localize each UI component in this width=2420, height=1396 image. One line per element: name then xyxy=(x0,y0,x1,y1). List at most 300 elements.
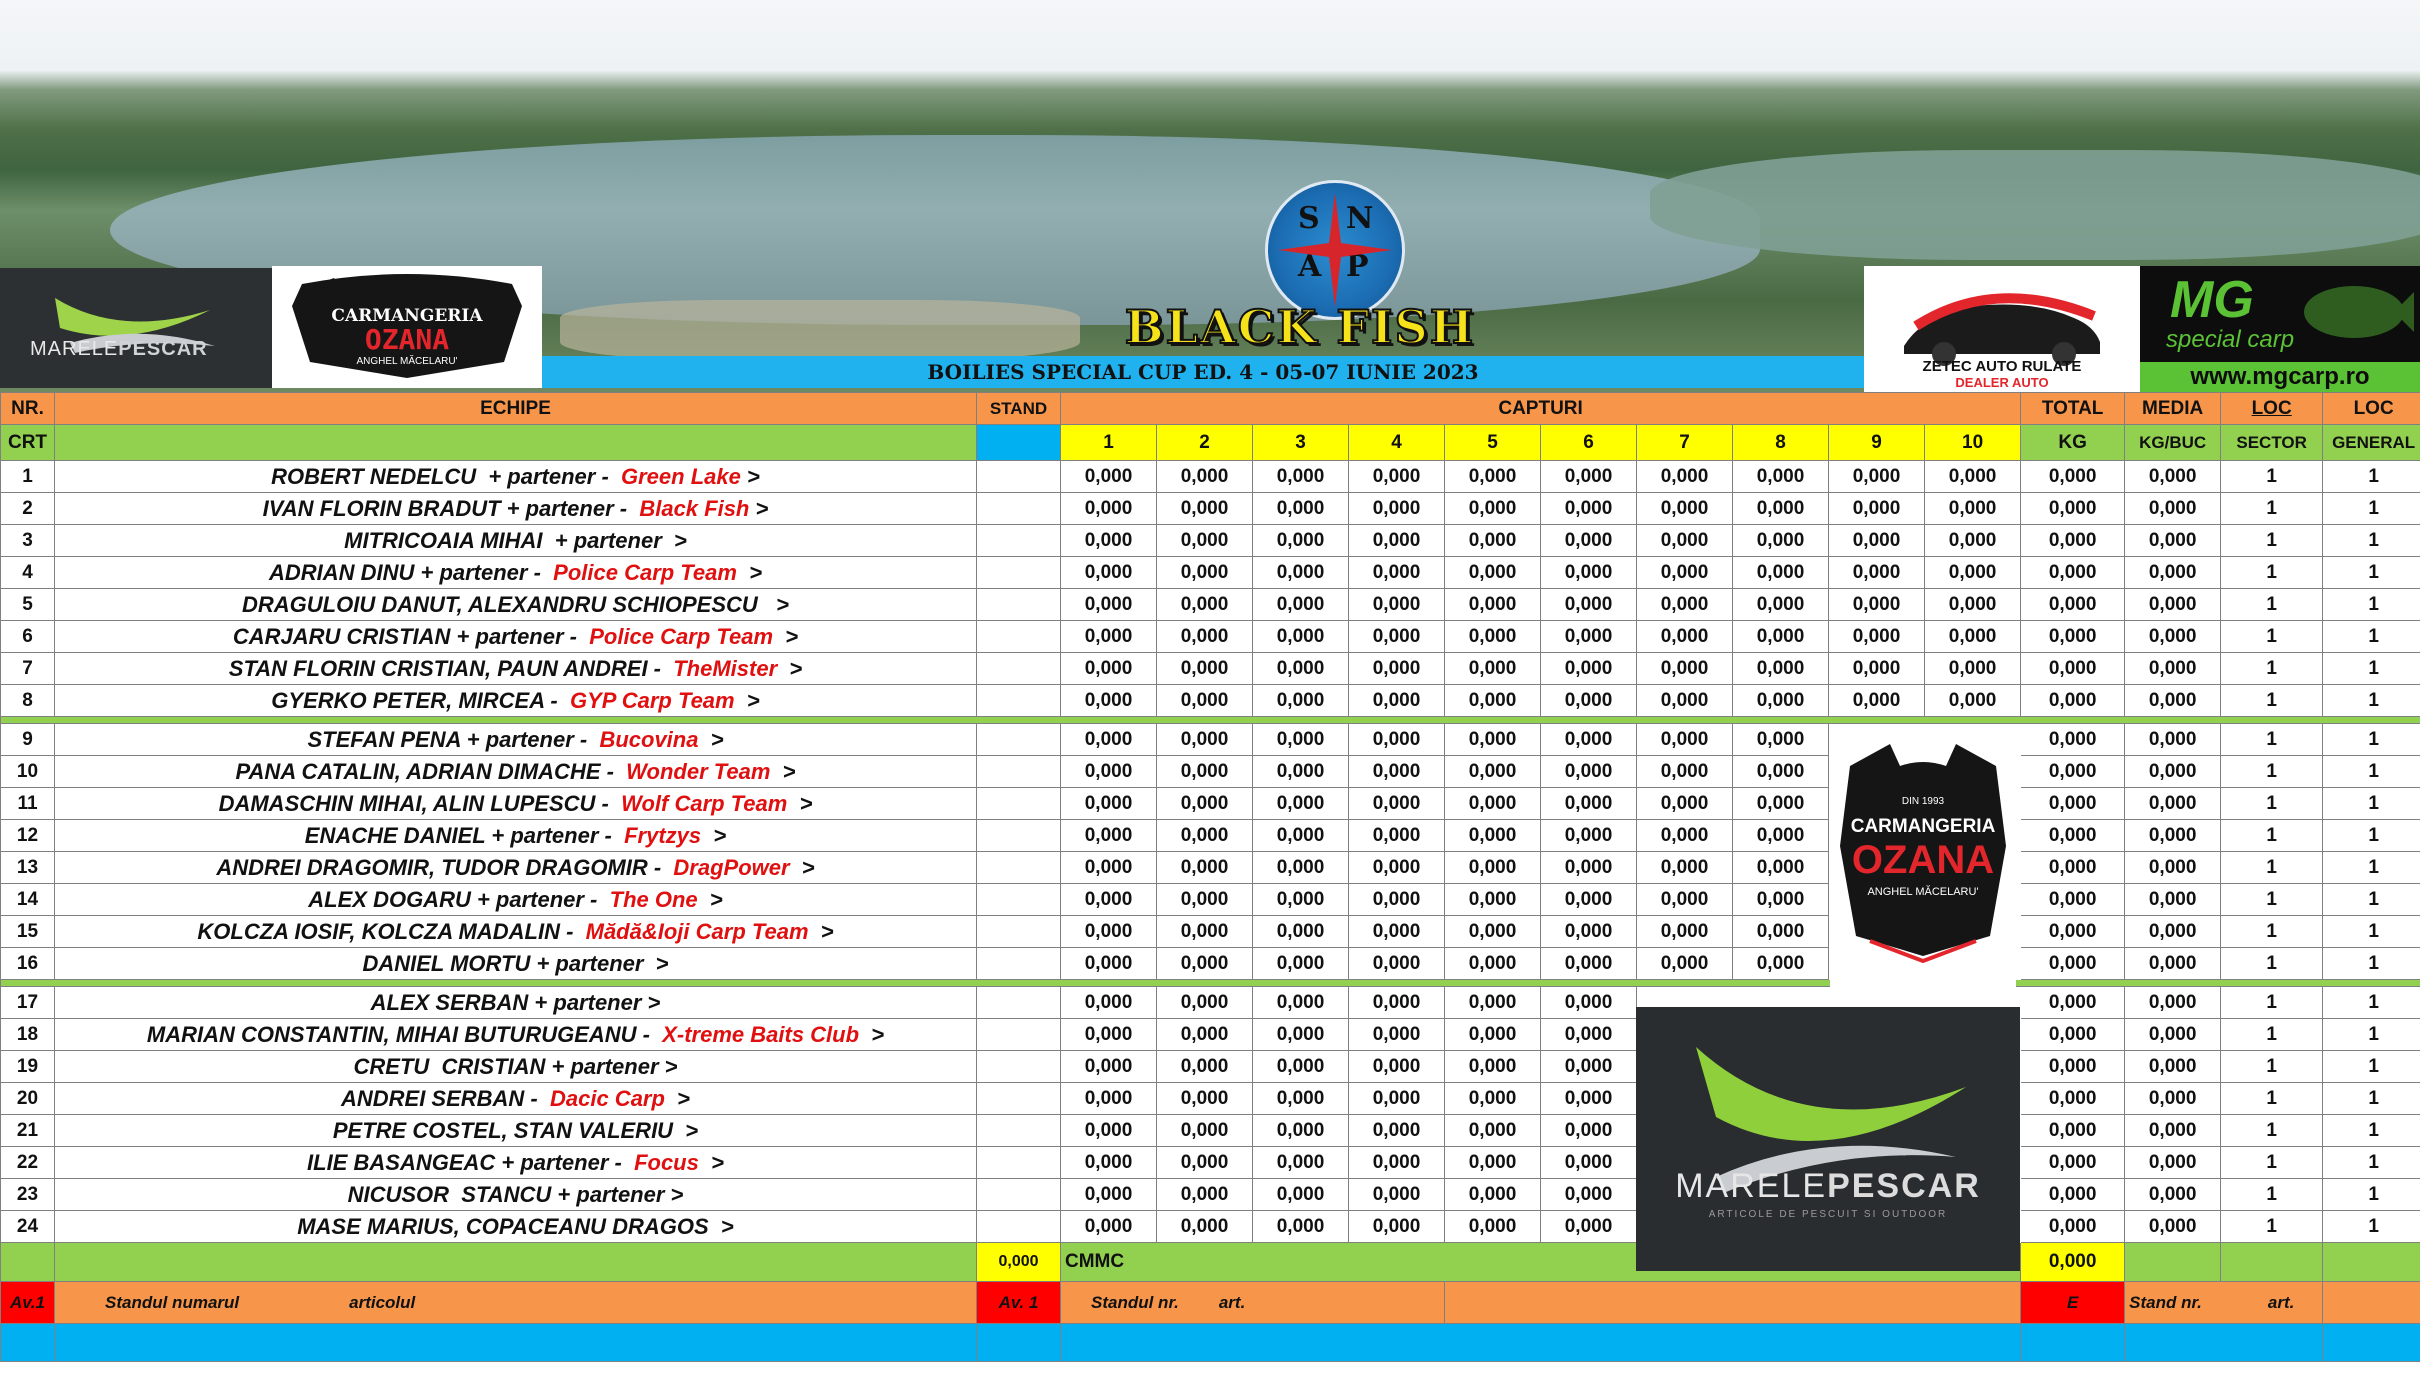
table-logo-pescar: PESCAR xyxy=(1827,1167,1981,1205)
catch-cell: 0,000 xyxy=(1541,852,1637,884)
loc-general-cell: 1 xyxy=(2323,948,2420,980)
catch-cell: 0,000 xyxy=(1445,653,1541,685)
catch-cell: 0,000 xyxy=(1157,1051,1253,1083)
catch-cell: 0,000 xyxy=(1637,461,1733,493)
catch-cell: 0,000 xyxy=(1733,724,1829,756)
catch-cell: 0,000 xyxy=(1157,461,1253,493)
media-cell: 0,000 xyxy=(2125,1051,2221,1083)
catch-cell: 0,000 xyxy=(1829,525,1925,557)
footer-cell-blank xyxy=(2021,1324,2125,1362)
col-kgbuc: KG/BUC xyxy=(2125,425,2221,461)
team-cell xyxy=(55,653,977,685)
catch-cell: 0,000 xyxy=(1253,1019,1349,1051)
carmangeria-ozana-logo xyxy=(272,266,542,388)
catch-cell: 0,000 xyxy=(1349,756,1445,788)
stand-cell xyxy=(977,948,1061,980)
standul-nr-text xyxy=(1061,1282,1445,1324)
stand-cell xyxy=(977,1019,1061,1051)
loc-sector-cell: 1 xyxy=(2221,685,2323,717)
row-nr: 23 xyxy=(1,1179,55,1211)
stand-cell xyxy=(977,685,1061,717)
col-catch-7: 7 xyxy=(1637,425,1733,461)
team-cell xyxy=(55,685,977,717)
catch-cell: 0,000 xyxy=(1445,493,1541,525)
catch-cell: 0,000 xyxy=(1061,1083,1157,1115)
row-nr: 7 xyxy=(1,653,55,685)
separator-cell xyxy=(1,717,2420,724)
row-nr: 8 xyxy=(1,685,55,717)
team-members: MITRICOAIA MIHAI + partener > xyxy=(344,527,687,553)
catch-cell: 0,000 xyxy=(1445,1051,1541,1083)
row-nr: 19 xyxy=(1,1051,55,1083)
media-cell: 0,000 xyxy=(2125,756,2221,788)
catch-cell: 0,000 xyxy=(1925,589,2021,621)
art-2: art. xyxy=(2267,1292,2295,1312)
loc-general-cell: 1 xyxy=(2323,493,2420,525)
footer-cell-blank xyxy=(2125,1243,2221,1282)
catch-cell: 0,000 xyxy=(1541,557,1637,589)
footer-cell-blank xyxy=(1,1324,55,1362)
snap-compass-logo xyxy=(1265,180,1405,320)
catch-cell: 0,000 xyxy=(1925,461,2021,493)
catch-cell: 0,000 xyxy=(1637,653,1733,685)
stand-nr: Stand nr. xyxy=(2129,1292,2202,1312)
catch-cell: 0,000 xyxy=(1061,1147,1157,1179)
loc-sector-cell: 1 xyxy=(2221,1115,2323,1147)
loc-sector-cell: 1 xyxy=(2221,788,2323,820)
team-cell xyxy=(55,756,977,788)
media-cell: 0,000 xyxy=(2125,852,2221,884)
col-stand: STAND xyxy=(977,393,1061,425)
catch-cell: 0,000 xyxy=(1253,1115,1349,1147)
catch-cell: 0,000 xyxy=(1253,788,1349,820)
loc-sector-cell: 1 xyxy=(2221,589,2323,621)
catch-cell: 0,000 xyxy=(1541,589,1637,621)
row-nr: 1 xyxy=(1,461,55,493)
total-kg-cell: 0,000 xyxy=(2021,948,2125,980)
catch-cell: 0,000 xyxy=(1829,557,1925,589)
marelepescar-logo-mark xyxy=(0,268,272,388)
team-cell xyxy=(55,724,977,756)
catch-cell: 0,000 xyxy=(1445,461,1541,493)
catch-cell: 0,000 xyxy=(1349,852,1445,884)
catch-cell: 0,000 xyxy=(1445,1179,1541,1211)
catch-cell: 0,000 xyxy=(1541,987,1637,1019)
catch-cell: 0,000 xyxy=(1541,1019,1637,1051)
loc-general-cell: 1 xyxy=(2323,788,2420,820)
catch-cell: 0,000 xyxy=(1637,788,1733,820)
standul-nr: Standul nr. xyxy=(1091,1292,1179,1312)
catch-cell: 0,000 xyxy=(1445,852,1541,884)
team-members: STEFAN PENA + partener - xyxy=(307,726,600,752)
catch-cell: 0,000 xyxy=(1157,788,1253,820)
catch-cell: 0,000 xyxy=(1541,653,1637,685)
team-arrow: > xyxy=(740,463,760,489)
loc-sector-cell: 1 xyxy=(2221,1051,2323,1083)
footer-cell-blank xyxy=(1445,1282,2021,1324)
zetec-auto-logo xyxy=(1864,266,2140,392)
catch-cell: 0,000 xyxy=(1349,948,1445,980)
ozana-since: DIN 1993 xyxy=(1901,796,1945,807)
row-nr: 12 xyxy=(1,820,55,852)
catch-cell: 0,000 xyxy=(1637,916,1733,948)
team-arrow: > xyxy=(701,822,727,848)
table-row xyxy=(1,685,2420,717)
media-cell: 0,000 xyxy=(2125,1147,2221,1179)
total-kg-cell: 0,000 xyxy=(2021,653,2125,685)
catch-cell: 0,000 xyxy=(1541,1147,1637,1179)
team-cell xyxy=(55,557,977,589)
catch-cell: 0,000 xyxy=(1541,461,1637,493)
catch-cell: 0,000 xyxy=(1349,493,1445,525)
catch-cell: 0,000 xyxy=(1061,461,1157,493)
col-loc-sector: LOC xyxy=(2221,393,2323,425)
stand-cell xyxy=(977,820,1061,852)
catch-cell: 0,000 xyxy=(1637,724,1733,756)
catch-cell: 0,000 xyxy=(1061,589,1157,621)
catch-cell: 0,000 xyxy=(1733,621,1829,653)
team-name: Focus xyxy=(634,1149,699,1175)
media-cell: 0,000 xyxy=(2125,493,2221,525)
mg-logo-sub: special carp xyxy=(2166,326,2295,353)
av1-left: Av.1 xyxy=(1,1282,55,1324)
total-kg-cell: 0,000 xyxy=(2021,820,2125,852)
team-name: DragPower xyxy=(673,854,790,880)
catch-cell: 0,000 xyxy=(1253,493,1349,525)
row-nr: 15 xyxy=(1,916,55,948)
catch-cell: 0,000 xyxy=(1637,621,1733,653)
footer-cell-blank xyxy=(2323,1243,2420,1282)
catch-cell: 0,000 xyxy=(1061,916,1157,948)
catch-cell: 0,000 xyxy=(1157,948,1253,980)
team-name: The One xyxy=(609,886,698,912)
catch-cell: 0,000 xyxy=(1733,948,1829,980)
catch-cell: 0,000 xyxy=(1157,756,1253,788)
catch-cell: 0,000 xyxy=(1253,653,1349,685)
marelepescar-logo-mark xyxy=(1636,1007,2020,1271)
catch-cell: 0,000 xyxy=(1733,788,1829,820)
col-sector: SECTOR xyxy=(2221,425,2323,461)
loc-general-cell: 1 xyxy=(2323,685,2420,717)
row-nr: 10 xyxy=(1,756,55,788)
table-row xyxy=(1,1019,2420,1051)
catch-cell: 0,000 xyxy=(1157,884,1253,916)
catch-cell: 0,000 xyxy=(1157,1115,1253,1147)
catch-cell: 0,000 xyxy=(1061,621,1157,653)
catch-cell: 0,000 xyxy=(1733,557,1829,589)
media-cell: 0,000 xyxy=(2125,788,2221,820)
team-members: CARJARU CRISTIAN + partener - xyxy=(232,623,590,649)
col-catch-8: 8 xyxy=(1733,425,1829,461)
catch-cell: 0,000 xyxy=(1253,724,1349,756)
table-row xyxy=(1,461,2420,493)
team-members: DRAGULOIU DANUT, ALEXANDRU SCHIOPESCU > xyxy=(242,591,789,617)
row-nr: 4 xyxy=(1,557,55,589)
catch-cell: 0,000 xyxy=(1349,1019,1445,1051)
stand-cell xyxy=(977,987,1061,1019)
catch-cell: 0,000 xyxy=(1829,461,1925,493)
loc-general-cell: 1 xyxy=(2323,820,2420,852)
footer-cell-blank xyxy=(1,1243,55,1282)
table-row xyxy=(1,525,2420,557)
catch-cell: 0,000 xyxy=(1829,685,1925,717)
col-capturi: CAPTURI xyxy=(1061,393,2021,425)
loc-sector-cell: 1 xyxy=(2221,557,2323,589)
team-name: Bucovina xyxy=(599,726,699,752)
footer-cell-blank xyxy=(2125,1324,2323,1362)
catch-cell: 0,000 xyxy=(1733,916,1829,948)
table-row xyxy=(1,1083,2420,1115)
media-cell: 0,000 xyxy=(2125,1019,2221,1051)
total-kg-cell: 0,000 xyxy=(2021,621,2125,653)
table-row xyxy=(1,852,2420,884)
table-row xyxy=(1,493,2420,525)
group-separator xyxy=(1,717,2420,724)
stand-cell xyxy=(977,621,1061,653)
catch-cell: 0,000 xyxy=(1157,525,1253,557)
team-cell xyxy=(55,1211,977,1243)
team-arrow: > xyxy=(698,1149,724,1175)
header-row-2 xyxy=(1,425,2420,461)
ozana-logo-top: CARMANGERIA xyxy=(331,306,483,326)
catch-cell: 0,000 xyxy=(1925,493,2021,525)
footer-cell-blank xyxy=(2323,1324,2420,1362)
loc-sector-cell: 1 xyxy=(2221,1083,2323,1115)
team-cell xyxy=(55,948,977,980)
table-row xyxy=(1,621,2420,653)
catch-cell: 0,000 xyxy=(1733,525,1829,557)
catch-cell: 0,000 xyxy=(1061,653,1157,685)
team-cell xyxy=(55,589,977,621)
team-name: Mădă&Ioji Carp Team xyxy=(585,918,809,944)
team-arrow: > xyxy=(789,854,815,880)
ozana-table-bottom: ANGHEL MĂCELARU' xyxy=(1867,886,1979,898)
team-name: Black Fish xyxy=(639,495,750,521)
team-arrow: > xyxy=(749,495,769,521)
row-nr: 2 xyxy=(1,493,55,525)
team-name: Green Lake xyxy=(621,463,741,489)
catch-cell: 0,000 xyxy=(1829,621,1925,653)
media-cell: 0,000 xyxy=(2125,1083,2221,1115)
media-cell: 0,000 xyxy=(2125,621,2221,653)
catch-cell: 0,000 xyxy=(1733,756,1829,788)
catch-cell: 0,000 xyxy=(1637,685,1733,717)
catch-cell: 0,000 xyxy=(1061,987,1157,1019)
catch-cell: 0,000 xyxy=(1541,820,1637,852)
loc-sector-cell: 1 xyxy=(2221,461,2323,493)
team-cell xyxy=(55,621,977,653)
stand-cell xyxy=(977,756,1061,788)
media-cell: 0,000 xyxy=(2125,820,2221,852)
group-separator xyxy=(1,980,2420,987)
loc-general-cell: 1 xyxy=(2323,1147,2420,1179)
stand-cell xyxy=(977,884,1061,916)
team-members: MASE MARIUS, COPACEANU DRAGOS > xyxy=(297,1213,734,1239)
catch-cell: 0,000 xyxy=(1445,1147,1541,1179)
footer-row-blue xyxy=(1,1324,2420,1362)
catch-cell: 0,000 xyxy=(1253,1083,1349,1115)
total-kg-cell: 0,000 xyxy=(2021,557,2125,589)
team-cell xyxy=(55,1019,977,1051)
table-row xyxy=(1,788,2420,820)
row-nr: 3 xyxy=(1,525,55,557)
footer-row-totals xyxy=(1,1243,2420,1282)
media-cell: 0,000 xyxy=(2125,685,2221,717)
team-members: NICUSOR STANCU + partener > xyxy=(347,1181,684,1207)
catch-cell: 0,000 xyxy=(1061,852,1157,884)
team-name: GYP Carp Team xyxy=(569,687,735,713)
media-cell: 0,000 xyxy=(2125,589,2221,621)
table-row xyxy=(1,948,2420,980)
total-kg-cell: 0,000 xyxy=(2021,987,2125,1019)
catch-cell: 0,000 xyxy=(1445,724,1541,756)
catch-cell: 0,000 xyxy=(1541,1211,1637,1243)
loc-general-cell: 1 xyxy=(2323,1083,2420,1115)
catch-cell: 0,000 xyxy=(1733,493,1829,525)
team-cell xyxy=(55,820,977,852)
catch-cell: 0,000 xyxy=(1349,1179,1445,1211)
team-members: ENACHE DANIEL + partener - xyxy=(304,822,625,848)
total-kg-cell: 0,000 xyxy=(2021,788,2125,820)
loc-general-cell: 1 xyxy=(2323,756,2420,788)
team-cell xyxy=(55,916,977,948)
catch-cell: 0,000 xyxy=(1253,1179,1349,1211)
media-cell: 0,000 xyxy=(2125,653,2221,685)
col-general: GENERAL xyxy=(2323,425,2420,461)
catch-cell: 0,000 xyxy=(1157,987,1253,1019)
team-members: STAN FLORIN CRISTIAN, PAUN ANDREI - xyxy=(228,655,674,681)
total-kg-cell: 0,000 xyxy=(2021,461,2125,493)
media-cell: 0,000 xyxy=(2125,525,2221,557)
catch-cell: 0,000 xyxy=(1253,461,1349,493)
catch-cell: 0,000 xyxy=(1349,557,1445,589)
team-cell xyxy=(55,1179,977,1211)
catch-cell: 0,000 xyxy=(1349,1051,1445,1083)
catch-cell: 0,000 xyxy=(1733,820,1829,852)
catch-cell: 0,000 xyxy=(1541,685,1637,717)
col-catch-9: 9 xyxy=(1829,425,1925,461)
row-nr: 20 xyxy=(1,1083,55,1115)
loc-general-cell: 1 xyxy=(2323,653,2420,685)
catch-cell: 0,000 xyxy=(1253,820,1349,852)
catch-cell: 0,000 xyxy=(1253,1051,1349,1083)
cup-subtitle: BOILIES SPECIAL CUP ED. 4 - 05-07 IUNIE 2023 xyxy=(927,360,1479,384)
media-cell: 0,000 xyxy=(2125,461,2221,493)
header-row-1 xyxy=(1,393,2420,425)
catch-cell: 0,000 xyxy=(1349,525,1445,557)
catch-cell: 0,000 xyxy=(1157,557,1253,589)
catch-cell: 0,000 xyxy=(1445,1211,1541,1243)
snap-letter-p: P xyxy=(1346,249,1369,284)
stand-cell xyxy=(977,557,1061,589)
col-echipe-blank xyxy=(55,425,977,461)
snap-letter-a: A xyxy=(1298,249,1322,284)
team-name: Dacic Carp xyxy=(549,1085,665,1111)
team-name: Wonder Team xyxy=(626,758,771,784)
catch-cell: 0,000 xyxy=(1253,884,1349,916)
catch-cell: 0,000 xyxy=(1157,1019,1253,1051)
catch-cell: 0,000 xyxy=(1061,756,1157,788)
team-name: Frytzys xyxy=(624,822,702,848)
grand-total-kg: 0,000 xyxy=(2021,1243,2125,1282)
team-members: DAMASCHIN MIHAI, ALIN LUPESCU - xyxy=(218,790,622,816)
catch-cell: 0,000 xyxy=(1253,1211,1349,1243)
stand-cell xyxy=(977,1179,1061,1211)
catch-cell: 0,000 xyxy=(1253,621,1349,653)
catch-cell: 0,000 xyxy=(1637,525,1733,557)
row-nr: 5 xyxy=(1,589,55,621)
row-nr: 9 xyxy=(1,724,55,756)
total-kg-cell: 0,000 xyxy=(2021,884,2125,916)
team-cell xyxy=(55,1115,977,1147)
table-row xyxy=(1,987,2420,1019)
catch-cell: 0,000 xyxy=(1061,1051,1157,1083)
catch-cell: 0,000 xyxy=(1157,589,1253,621)
loc-sector-cell: 1 xyxy=(2221,1019,2323,1051)
stand-cell xyxy=(977,589,1061,621)
separator-cell xyxy=(1,980,2420,987)
catch-cell: 0,000 xyxy=(1733,589,1829,621)
catch-cell: 0,000 xyxy=(1157,916,1253,948)
total-kg-cell: 0,000 xyxy=(2021,724,2125,756)
loc-sector-cell: 1 xyxy=(2221,916,2323,948)
total-kg-cell: 0,000 xyxy=(2021,493,2125,525)
loc-general-cell: 1 xyxy=(2323,1179,2420,1211)
ozana-table-mid: OZANA xyxy=(1851,838,1995,882)
col-catch-10: 10 xyxy=(1925,425,2021,461)
catch-cell: 0,000 xyxy=(1541,916,1637,948)
results-table xyxy=(0,392,2420,1362)
catch-cell: 0,000 xyxy=(1349,724,1445,756)
catch-cell: 0,000 xyxy=(1445,884,1541,916)
loc-general-cell: 1 xyxy=(2323,1211,2420,1243)
loc-general-cell: 1 xyxy=(2323,461,2420,493)
catch-cell: 0,000 xyxy=(1349,1083,1445,1115)
catch-cell: 0,000 xyxy=(1349,884,1445,916)
loc-sector-cell: 1 xyxy=(2221,621,2323,653)
stand-cell xyxy=(977,1115,1061,1147)
media-cell: 0,000 xyxy=(2125,1115,2221,1147)
catch-cell: 0,000 xyxy=(1157,621,1253,653)
catch-cell: 0,000 xyxy=(1157,724,1253,756)
table-row xyxy=(1,1179,2420,1211)
ozana-table-logo xyxy=(1830,736,2016,994)
table-row xyxy=(1,589,2420,621)
row-nr: 18 xyxy=(1,1019,55,1051)
snap-letter-n: N xyxy=(1346,201,1374,236)
catch-cell: 0,000 xyxy=(1349,589,1445,621)
loc-general-cell: 1 xyxy=(2323,884,2420,916)
catch-cell: 0,000 xyxy=(1061,493,1157,525)
catch-cell: 0,000 xyxy=(1349,820,1445,852)
row-nr: 14 xyxy=(1,884,55,916)
e-cell: E xyxy=(2021,1282,2125,1324)
table-row xyxy=(1,820,2420,852)
catch-cell: 0,000 xyxy=(1637,589,1733,621)
loc-general-cell: 1 xyxy=(2323,589,2420,621)
col-total: TOTAL xyxy=(2021,393,2125,425)
catch-cell: 0,000 xyxy=(1733,461,1829,493)
stand-cell xyxy=(977,525,1061,557)
banner-photo xyxy=(0,0,2420,392)
loc-general-cell: 1 xyxy=(2323,987,2420,1019)
team-arrow: > xyxy=(697,886,723,912)
catch-cell: 0,000 xyxy=(1253,948,1349,980)
team-members: ADRIAN DINU + partener - xyxy=(268,559,554,585)
catch-cell: 0,000 xyxy=(1541,756,1637,788)
loc-general-cell: 1 xyxy=(2323,557,2420,589)
team-arrow: > xyxy=(787,790,813,816)
